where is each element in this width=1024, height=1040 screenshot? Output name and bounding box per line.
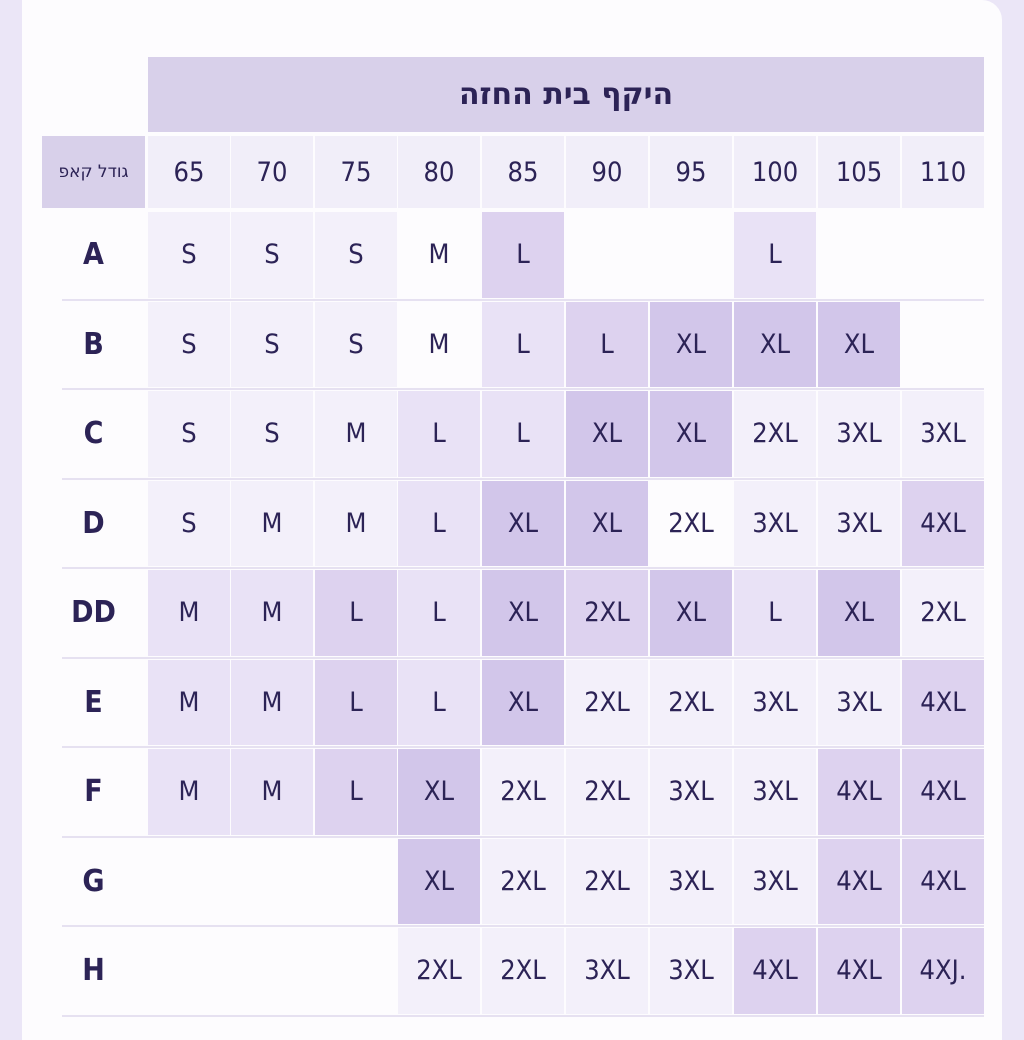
- chest-circumference-title: היקף בית החזה: [148, 57, 984, 132]
- size-cell: 4XL: [902, 481, 984, 567]
- size-cell: [902, 302, 984, 388]
- size-cell: M: [231, 570, 313, 656]
- size-cell: L: [482, 391, 564, 477]
- column-header: 90: [566, 136, 648, 208]
- size-cell: XL: [650, 570, 732, 656]
- cup-label: A: [83, 237, 104, 273]
- row-divider: [62, 1015, 984, 1017]
- size-cell: L: [482, 302, 564, 388]
- cup-label: B: [83, 326, 104, 362]
- size-cell: S: [231, 212, 313, 298]
- row-divider: [62, 388, 984, 390]
- size-cell: [566, 212, 648, 298]
- row-divider: [62, 836, 984, 838]
- size-cell: 2XL: [566, 839, 648, 925]
- row-divider: [62, 299, 984, 301]
- size-cell: M: [231, 481, 313, 567]
- column-header: 95: [650, 136, 732, 208]
- size-cell: 4XL: [734, 928, 816, 1014]
- size-cell: 2XL: [566, 570, 648, 656]
- size-cell: 4XL: [902, 749, 984, 835]
- size-cell: [148, 839, 230, 925]
- size-cell: [902, 212, 984, 298]
- size-cell: XL: [482, 481, 564, 567]
- column-header: 65: [148, 136, 230, 208]
- size-cell: 3XL: [902, 391, 984, 477]
- column-header: 100: [734, 136, 816, 208]
- size-cell: 2XL: [734, 391, 816, 477]
- size-cell: L: [315, 660, 397, 746]
- size-cell: 2XL: [482, 839, 564, 925]
- size-cell: L: [734, 212, 816, 298]
- size-cell: M: [398, 302, 480, 388]
- size-cell: 2XL: [398, 928, 480, 1014]
- size-cell: M: [398, 212, 480, 298]
- size-cell: L: [398, 660, 480, 746]
- size-cell: L: [398, 391, 480, 477]
- size-cell: XL: [650, 391, 732, 477]
- size-cell: 4XJ.: [902, 928, 984, 1014]
- size-cell: M: [315, 481, 397, 567]
- size-cell: L: [315, 749, 397, 835]
- size-cell: XL: [482, 570, 564, 656]
- size-cell: 2XL: [482, 928, 564, 1014]
- size-cell: M: [231, 660, 313, 746]
- size-cell: 3XL: [818, 481, 900, 567]
- size-cell: S: [148, 391, 230, 477]
- size-cell: XL: [566, 391, 648, 477]
- size-cell: 2XL: [902, 570, 984, 656]
- size-cell: [231, 839, 313, 925]
- size-cell: XL: [566, 481, 648, 567]
- cup-label: H: [82, 953, 105, 989]
- size-cell: 4XL: [818, 839, 900, 925]
- size-cell: 4XL: [902, 660, 984, 746]
- size-cell: [148, 928, 230, 1014]
- size-cell: 3XL: [818, 660, 900, 746]
- size-cell: XL: [818, 302, 900, 388]
- size-cell: [650, 212, 732, 298]
- row-divider: [62, 657, 984, 659]
- size-cell: 3XL: [734, 749, 816, 835]
- size-cell: L: [398, 570, 480, 656]
- size-cell: 2XL: [566, 660, 648, 746]
- column-header: 75: [315, 136, 397, 208]
- cup-label: F: [84, 774, 103, 810]
- size-cell: M: [231, 749, 313, 835]
- size-cell: L: [566, 302, 648, 388]
- size-cell: S: [231, 391, 313, 477]
- size-cell: M: [148, 749, 230, 835]
- size-cell: 3XL: [650, 839, 732, 925]
- size-cell: S: [315, 212, 397, 298]
- size-cell: S: [148, 481, 230, 567]
- cup-label: DD: [71, 595, 116, 631]
- size-cell: 3XL: [734, 481, 816, 567]
- cup-label: D: [82, 505, 105, 541]
- size-cell: M: [148, 570, 230, 656]
- size-cell: S: [148, 302, 230, 388]
- size-cell: XL: [818, 570, 900, 656]
- size-cell: S: [231, 302, 313, 388]
- cup-label: G: [82, 863, 105, 899]
- size-cell: S: [315, 302, 397, 388]
- column-header: 105: [818, 136, 900, 208]
- size-cell: 2XL: [650, 660, 732, 746]
- size-cell: L: [398, 481, 480, 567]
- size-cell: 2XL: [650, 481, 732, 567]
- column-header: 85: [482, 136, 564, 208]
- row-divider: [62, 746, 984, 748]
- cup-size-header: גודל קאפ: [42, 136, 145, 208]
- size-cell: M: [148, 660, 230, 746]
- size-cell: XL: [482, 660, 564, 746]
- size-cell: L: [482, 212, 564, 298]
- size-cell: 3XL: [734, 660, 816, 746]
- size-cell: 3XL: [650, 928, 732, 1014]
- size-cell: 3XL: [650, 749, 732, 835]
- row-divider: [62, 478, 984, 480]
- size-cell: [231, 928, 313, 1014]
- size-cell: 3XL: [734, 839, 816, 925]
- size-cell: M: [315, 391, 397, 477]
- column-header: 80: [398, 136, 480, 208]
- size-cell: S: [148, 212, 230, 298]
- size-cell: 3XL: [566, 928, 648, 1014]
- row-divider: [62, 567, 984, 569]
- row-divider: [62, 925, 984, 927]
- size-cell: 4XL: [818, 928, 900, 1014]
- size-cell: L: [734, 570, 816, 656]
- cup-label: C: [83, 416, 104, 452]
- size-cell: [818, 212, 900, 298]
- size-cell: XL: [398, 749, 480, 835]
- size-cell: L: [315, 570, 397, 656]
- size-cell: XL: [734, 302, 816, 388]
- size-cell: XL: [398, 839, 480, 925]
- size-cell: 2XL: [566, 749, 648, 835]
- size-cell: 4XL: [902, 839, 984, 925]
- size-cell: 4XL: [818, 749, 900, 835]
- size-cell: XL: [650, 302, 732, 388]
- cup-label: E: [84, 684, 103, 720]
- size-cell: 2XL: [482, 749, 564, 835]
- column-header: 110: [902, 136, 984, 208]
- size-cell: 3XL: [818, 391, 900, 477]
- size-cell: [315, 839, 397, 925]
- column-header: 70: [231, 136, 313, 208]
- size-cell: [315, 928, 397, 1014]
